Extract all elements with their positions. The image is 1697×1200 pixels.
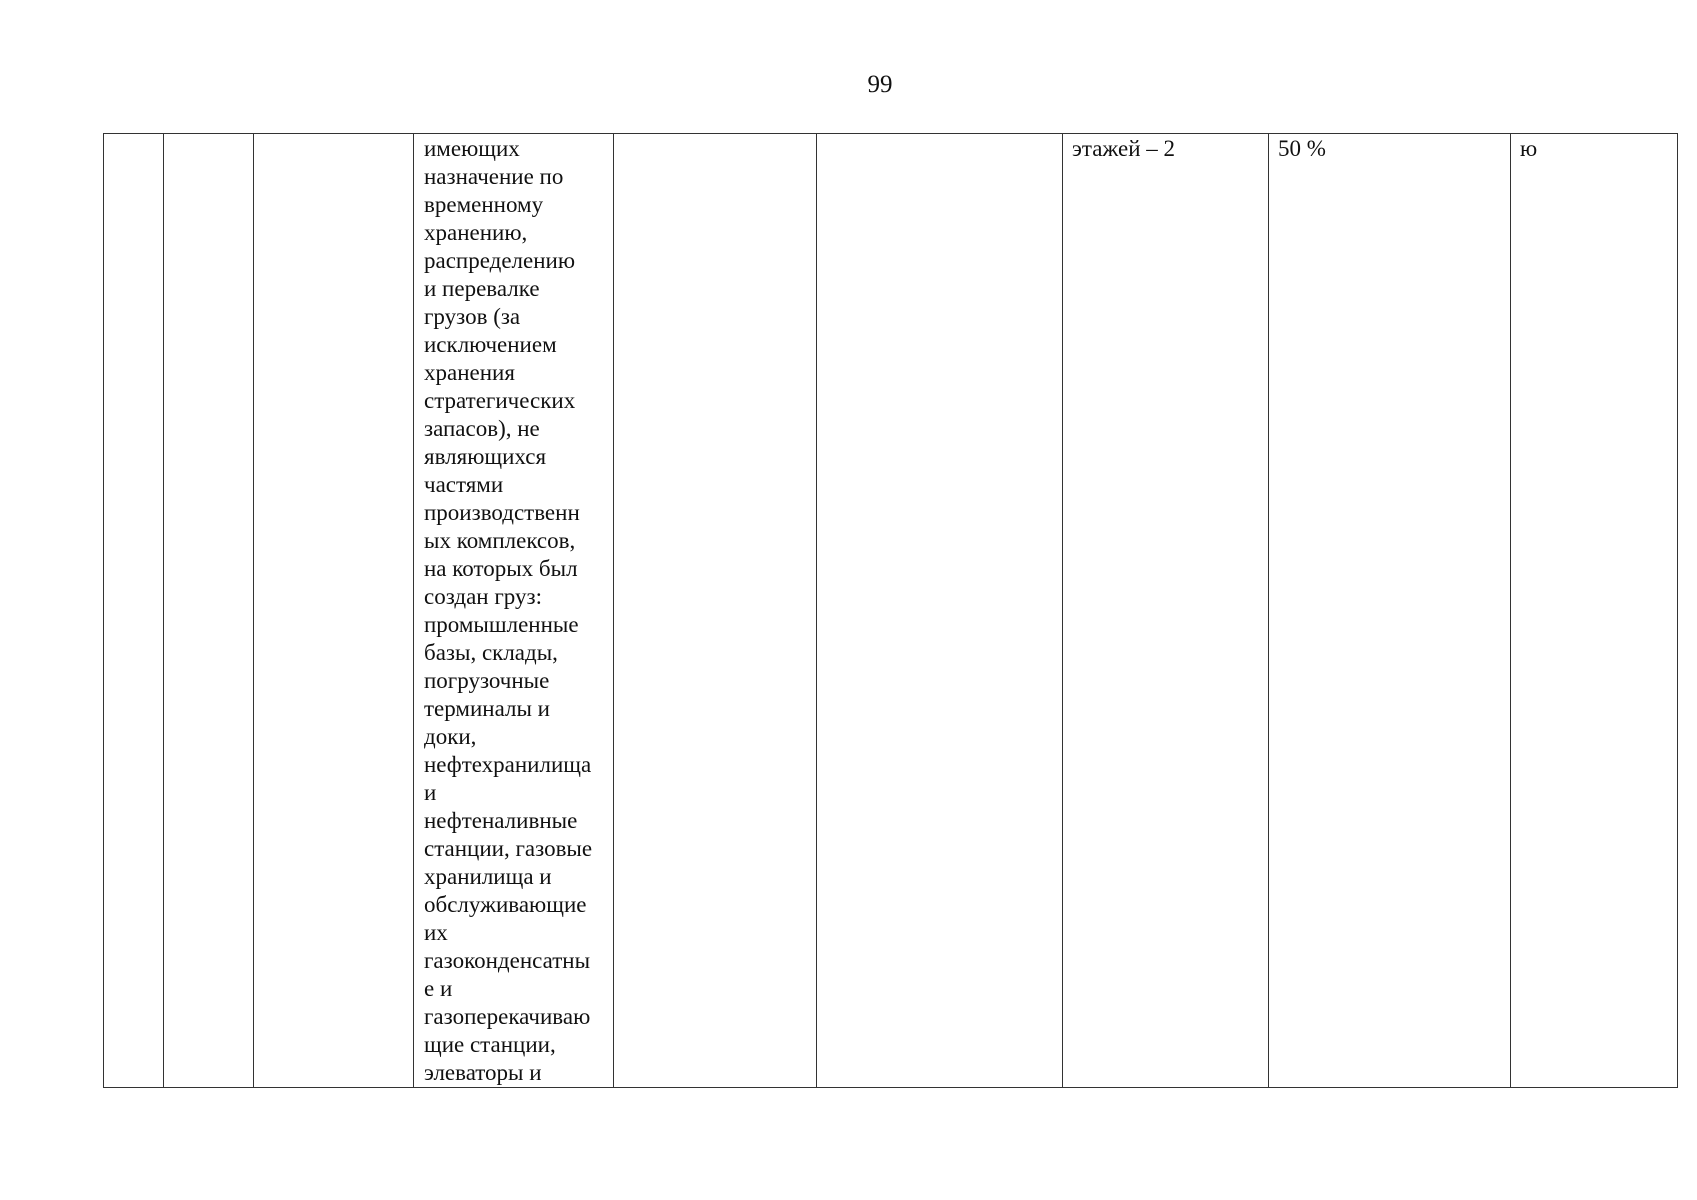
table-cell-5 [614,134,817,1088]
page-number: 99 [867,71,893,98]
percentage-text: 50 % [1278,136,1326,161]
floors-text: этажей – 2 [1072,136,1176,161]
table-cell-1 [104,134,164,1088]
table-cell-land-use-description [414,134,614,1088]
cell-fragment-text: ю [1520,136,1538,161]
table-cell-floors [1063,134,1269,1088]
land-use-description-text: имеющих назначение по временному хранению, распределению и перевалке грузов (за исключением хранения стратегических запасов), не являющихся частями производственн ых комплексов, на которых был создан груз: промышленные базы, склады, погрузочные терминалы и доки, нефтехранилища и нефтеналивные станции, газовые хранилища и обслуживающие их газоконденсатны е и газоперекачиваю щие станции, элеваторы и [424,136,593,1085]
table-cell-6 [817,134,1063,1088]
table-cell-percentage [1269,134,1511,1088]
table-cell-2 [164,134,254,1088]
table-cell-3 [254,134,414,1088]
zoning-table [103,133,1678,1088]
table-row [104,134,1678,1088]
table-cell-9 [1511,134,1678,1088]
